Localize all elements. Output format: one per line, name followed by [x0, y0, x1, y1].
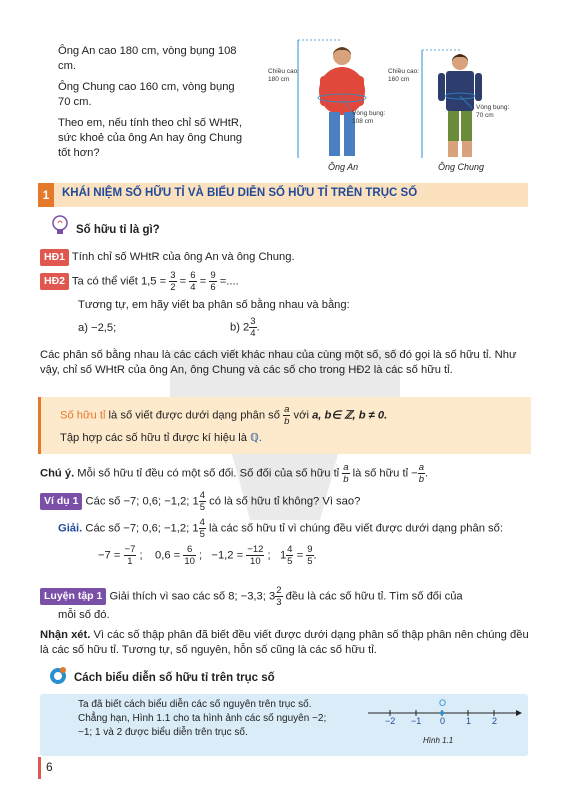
figure-caption: Hình 1.1 — [423, 736, 454, 745]
page-number: 6 — [46, 760, 53, 774]
frac-3-4: $\frac{3}{4}$ — [250, 316, 256, 339]
rational-paragraph: Các phân số bằng nhau là các cách viết khác nhau của cùng một số, số đó gọi là số hữu tỉ. Như vậy, chỉ số WHtR của ông An, ông Chung và các số cho trong HĐ2 là các số hữu tỉ. — [40, 349, 517, 376]
chung-caption: Ông Chung — [438, 162, 485, 172]
vd1-solution: Giải. Các số −7; 0,6; −1,2; 1 $\frac{4}{5}$ là các số hữu tỉ vì chúng đều viết được dưới dạng phân số: — [58, 517, 503, 540]
definition-term: Số hữu tỉ — [60, 409, 106, 422]
hd2-b-prefix: b) 2 — [230, 321, 250, 334]
note-row: Chú ý. Mỗi số hữu tỉ đều có một số đối. Số đối của số hữu tỉ $\frac{a}{b}$ là số hữu tỉ − $\frac{a}{b}$ . — [40, 462, 429, 485]
intro-text — [58, 44, 248, 167]
an-height-label: Chiều cao: 180 cm — [268, 68, 300, 83]
question-bulb-icon — [50, 214, 70, 236]
section-title: KHÁI NIỆM SỐ HỮU TỈ VÀ BIỂU DIỄN SỐ HỮU TỈ TRÊN TRỤC SỐ — [62, 187, 418, 199]
question-what-is-rational: Số hữu tỉ là gì? — [76, 224, 160, 236]
hd2-lead: Ta có thể viết 1,5 = — [71, 275, 167, 288]
hd1-row — [40, 249, 295, 266]
frac-6-4: $\frac{6}{4}$ — [190, 270, 196, 293]
remark-label: Nhận xét. — [40, 629, 91, 641]
frac-a-b-note: $\frac{a}{b}$ — [343, 462, 349, 485]
frac-4-5-sol: $\frac{4}{5}$ — [199, 517, 205, 540]
lt1-row: Luyện tập 1 Giải thích vì sao các số 8; −3,3; 3 $\frac{2}{3}$ đều là các số hữu tỉ. Tìm số đối của — [40, 585, 463, 608]
page-number-bar — [38, 757, 41, 779]
tick-label-neg2: −2 — [385, 716, 396, 726]
an-waist-label: Vòng bụng: 108 cm — [352, 110, 386, 125]
chung-waist-label: Vòng bụng: 70 cm — [476, 104, 510, 119]
frac-2-3: $\frac{2}{3}$ — [276, 585, 282, 608]
intro-p2: Ông Chung cao 160 cm, vòng bụng 70 cm. — [58, 81, 235, 108]
frac-a-b: $\frac{a}{b}$ — [284, 404, 290, 427]
question-numberline: Cách biểu diễn số hữu tỉ trên trục số — [74, 672, 275, 684]
solution-label: Giải. — [58, 522, 83, 535]
frac-4-5: $\frac{4}{5}$ — [199, 490, 206, 513]
an-caption: Ông An — [328, 162, 359, 172]
vd1-tag: Ví dụ 1 — [40, 493, 82, 510]
hd1-tag: HĐ1 — [40, 249, 69, 266]
hd2-row: HĐ2 Ta có thể viết 1,5 = $\frac{3}{2}$ = $\frac{6}{4}$ = $\frac{9}{6}$ =.... — [40, 270, 239, 293]
hd2-eq-tail: =.... — [219, 275, 239, 288]
lt1-tag: Luyện tập 1 — [40, 588, 106, 605]
tick-label-neg1: −1 — [411, 716, 422, 726]
frac-a-b-neg: $\frac{a}{b}$ — [418, 462, 424, 485]
intro-p1: Ông An cao 180 cm, vòng bụng 108 cm. — [58, 45, 237, 72]
lt1-line2: mỗi số đó. — [58, 609, 110, 621]
frac-9-6: $\frac{9}{6}$ — [210, 270, 216, 293]
definition-line1: Số hữu tỉ là số viết được dưới dạng phân số $\frac{a}{b}$ với a, b∈ ℤ, b ≠ 0. — [60, 404, 388, 427]
note-label: Chú ý. — [40, 467, 75, 480]
section-number: 1 — [38, 183, 54, 207]
vd1-row: Ví dụ 1 Các số −7; 0,6; −1,2; 1 $\frac{4}{5}$ có là số hữu tỉ không? Vì sao? — [40, 490, 360, 513]
intro-p3: Theo em, nếu tính theo chỉ số WHtR, sức khoẻ của ông An hay ông Chung tốt hơn? — [58, 117, 243, 159]
chung-height-label: Chiều cao: 160 cm — [388, 68, 420, 83]
frac-3-2: $\frac{3}{2}$ — [170, 270, 176, 293]
hd1-text: Tính chỉ số WHtR của ông An và ông Chung. — [71, 251, 295, 263]
numberline-section-icon — [48, 666, 68, 688]
tick-label-0: 0 — [440, 716, 446, 726]
definition-condition: a, b∈ ℤ, b ≠ 0. — [312, 409, 388, 422]
hd2-tag: HĐ2 — [40, 273, 69, 290]
vd1-equations: −7 = $\frac{-7}{1}$ ; 0,6 = $\frac{6}{10}$ ; −1,2 = $\frac{-12}{10}$ ; 1 $\frac{4}{5}$ = $\frac{9}{5}$ . — [98, 544, 317, 567]
hd2-b — [230, 316, 260, 339]
hd2-b-suffix: . — [256, 321, 260, 334]
tick-label-2: 2 — [492, 716, 498, 726]
origin-label: O — [439, 698, 447, 708]
definition-line2: Tập hợp các số hữu tỉ được kí hiệu là ℚ. — [60, 432, 263, 444]
remark: Nhận xét. Vì các số thập phân đã biết đều viết được dưới dạng phân số thập phân nên chúng đều là các số hữu tỉ. Tương tự, số nguyên, hỗn số cũng là các số hữu tỉ. — [40, 629, 529, 656]
tick-label-1: 1 — [466, 716, 472, 726]
rational-set-symbol: ℚ. — [250, 432, 263, 444]
hd2-line2: Tương tự, em hãy viết ba phân số bằng nhau và bằng: — [78, 299, 350, 311]
numberline-box-text: Ta đã biết cách biểu diễn các số nguyên trên trục số. Chẳng hạn, Hình 1.1 cho ta hình ảnh các số nguyên −2; −1; 1 và 2 được biểu diễn trên trục số. — [78, 699, 327, 738]
hd2-a: a) −2,5; — [78, 322, 117, 334]
